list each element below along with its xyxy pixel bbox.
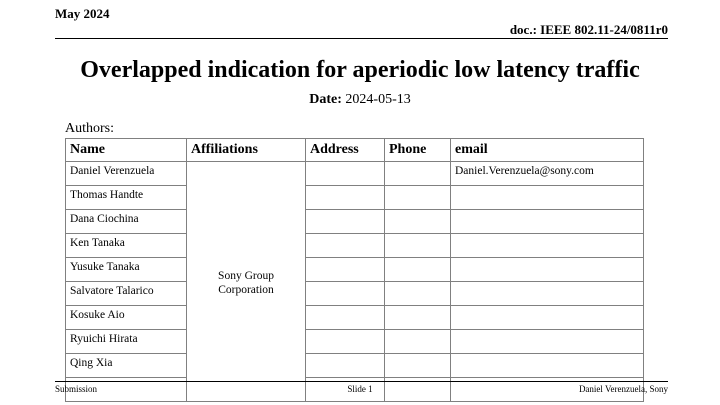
author-name: Salvatore Talarico [66, 282, 187, 306]
address-cell [306, 330, 385, 354]
address-cell [306, 354, 385, 378]
address-cell [306, 306, 385, 330]
address-cell [306, 210, 385, 234]
column-header-phone: Phone [385, 139, 451, 162]
author-name: Thomas Handte [66, 186, 187, 210]
slide-title: Overlapped indication for aperiodic low latency traffic [80, 57, 640, 83]
authors-label: Authors: [65, 121, 114, 136]
author-email [451, 258, 644, 282]
footer-slide-number: Slide 1 [347, 384, 373, 394]
table-row [66, 282, 644, 306]
phone-cell [385, 210, 451, 234]
phone-cell [385, 354, 451, 378]
authors-table [65, 138, 644, 402]
address-cell [306, 162, 385, 186]
date-line [0, 92, 720, 108]
table-row [66, 258, 644, 282]
header-date: May 2024 [55, 6, 110, 21]
author-name: Kosuke Aio [66, 306, 187, 330]
author-email [451, 306, 644, 330]
column-header-email: email [451, 139, 644, 162]
author-email [451, 234, 644, 258]
author-name: Qing Xia [66, 354, 187, 378]
author-email [451, 354, 644, 378]
phone-cell [385, 306, 451, 330]
footer-divider [55, 381, 668, 382]
phone-cell [385, 234, 451, 258]
table-row [66, 210, 644, 234]
author-name: Yusuke Tanaka [66, 258, 187, 282]
date-label: Date: [309, 92, 342, 107]
address-cell [306, 186, 385, 210]
address-cell [306, 258, 385, 282]
address-cell [306, 234, 385, 258]
table-row [66, 162, 644, 186]
table-row [66, 354, 644, 378]
phone-cell [385, 186, 451, 210]
table-header-row [66, 139, 644, 162]
phone-cell [385, 258, 451, 282]
table-row [66, 234, 644, 258]
affiliation-text: Sony Group Corporation [218, 269, 274, 296]
author-email: Daniel.Verenzuela@sony.com [451, 162, 644, 186]
header-doc-id: doc.: IEEE 802.11-24/0811r0 [509, 22, 668, 37]
column-header-address: Address [306, 139, 385, 162]
phone-cell [385, 330, 451, 354]
affiliation-cell [187, 162, 306, 402]
address-cell [306, 282, 385, 306]
author-email [451, 282, 644, 306]
author-name: Daniel Verenzuela [66, 162, 187, 186]
footer-left: Submission [55, 384, 98, 394]
column-header-name: Name [66, 139, 187, 162]
column-header-affiliations: Affiliations [187, 139, 306, 162]
footer-author: Daniel Verenzuela, Sony [578, 384, 668, 394]
author-name: Ryuichi Hirata [66, 330, 187, 354]
table-row [66, 186, 644, 210]
phone-cell [385, 282, 451, 306]
author-name: Ken Tanaka [66, 234, 187, 258]
author-email [451, 186, 644, 210]
phone-cell [385, 162, 451, 186]
table-row [66, 330, 644, 354]
date-value: 2024-05-13 [345, 92, 411, 107]
author-email [451, 210, 644, 234]
author-name: Dana Ciochina [66, 210, 187, 234]
table-row [66, 306, 644, 330]
header-divider [55, 38, 668, 39]
author-email [451, 330, 644, 354]
